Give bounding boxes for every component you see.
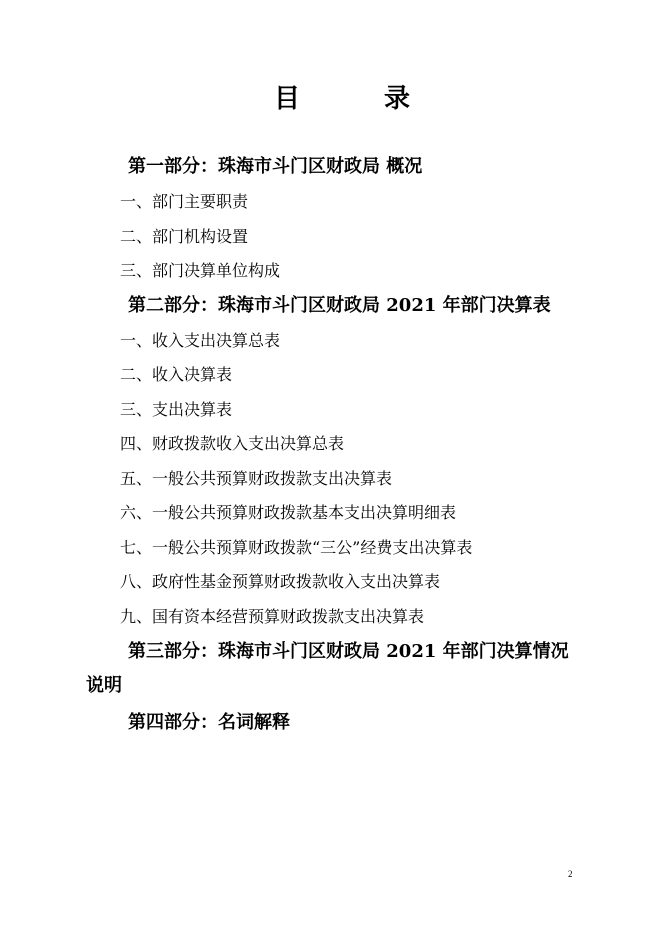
part-3-heading: 第三部分：珠海市斗门区财政局 2021 年部门决算情况说明 (86, 641, 569, 696)
part-1-item-1: 一、部门主要职责 (120, 192, 249, 211)
page-number: 2 (568, 869, 573, 879)
part-1-item-2: 二、部门机构设置 (120, 227, 249, 246)
part-2-heading: 第二部分：珠海市斗门区财政局 2021 年部门决算表 (128, 295, 551, 316)
part-2-item-6: 六、一般公共预算财政拨款基本支出决算明细表 (120, 503, 457, 522)
toc-title-char-2: 录 (384, 84, 411, 114)
part-2-item-5: 五、一般公共预算财政拨款支出决算表 (120, 469, 393, 488)
part-2-item-8: 八、政府性基金预算财政拨款收入支出决算表 (120, 572, 441, 591)
part-2-item-2: 二、收入决算表 (120, 365, 233, 384)
part-4-heading: 第四部分：名词解释 (128, 712, 290, 733)
part-1-heading: 第一部分：珠海市斗门区财政局 概况 (128, 156, 423, 177)
toc-title (0, 78, 662, 118)
part-2-item-4: 四、财政拨款收入支出决算总表 (120, 434, 345, 453)
part-2-item-9: 九、国有资本经营预算财政拨款支出决算表 (120, 607, 425, 626)
part-1-item-3: 三、部门决算单位构成 (120, 261, 281, 280)
part-2-item-3: 三、支出决算表 (120, 400, 233, 419)
part-2-item-1: 一、收入支出决算总表 (120, 331, 281, 350)
part-2-item-7: 七、一般公共预算财政拨款“三公”经费支出决算表 (120, 538, 473, 557)
toc-title-char-1: 目 (274, 84, 301, 114)
